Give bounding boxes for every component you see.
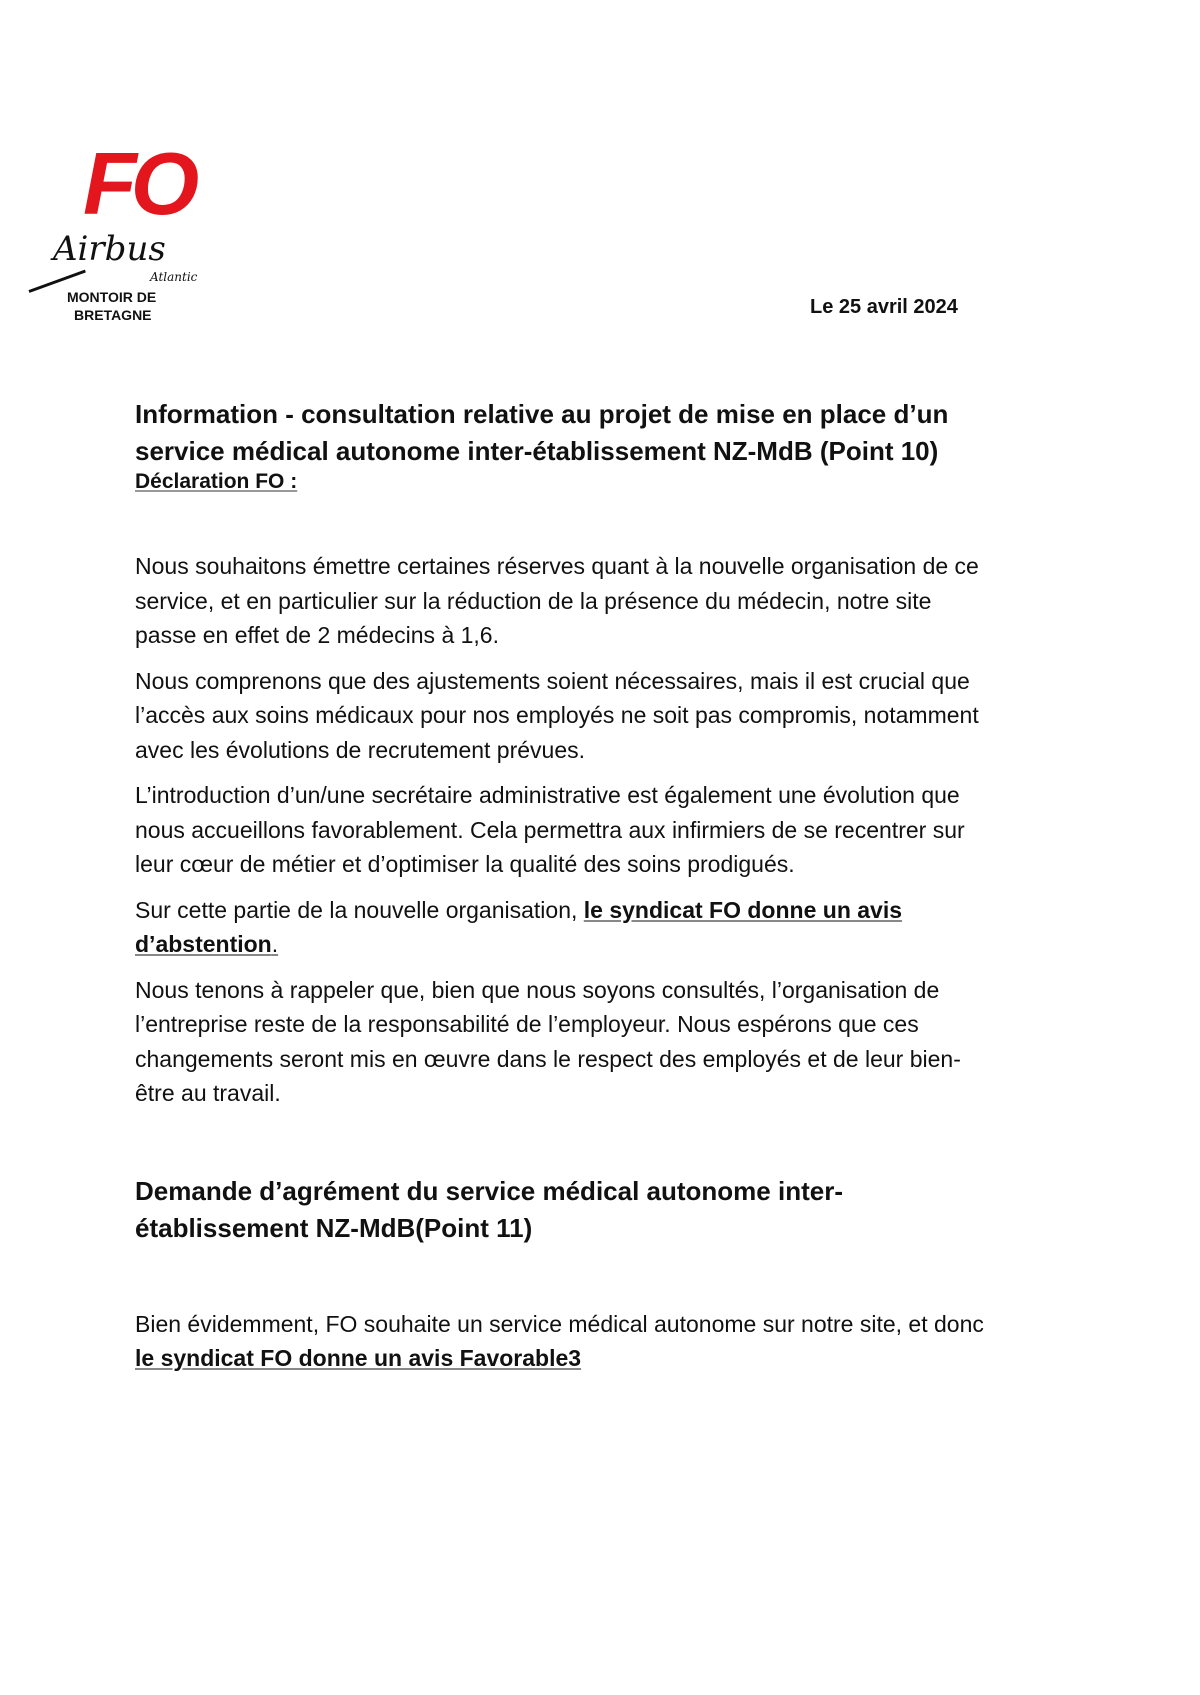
logo-atlantic: Atlantic bbox=[150, 270, 198, 284]
logo-location-line2: BRETAGNE bbox=[74, 307, 152, 323]
opinion-paragraph bbox=[135, 893, 995, 962]
logo-location-line1: MONTOIR DE bbox=[67, 289, 157, 305]
logo-airbus: Airbus bbox=[53, 229, 166, 269]
opinion-abstention: le syndicat FO donne un avis d’abstention bbox=[135, 896, 903, 957]
paragraph: Nous comprenons que des ajustements soient nécessaires, mais il est crucial que l’accès aux soins médicaux pour nos employés ne soit pas compromis, notamment avec les évolutions de recrutement prévues. bbox=[135, 667, 979, 763]
document-date: Le 25 avril 2024 bbox=[810, 296, 958, 318]
opinion-suffix: . bbox=[271, 931, 279, 957]
opinion-favorable: le syndicat FO donne un avis Favorable3 bbox=[135, 1345, 582, 1371]
section2-paragraph bbox=[135, 1307, 995, 1376]
section1-title: Information - consultation relative au projet de mise en place d’un service médical autonome inter-établissement NZ-MdB (Point 10) bbox=[135, 399, 949, 466]
paragraph: Nous souhaitons émettre certaines réserves quant à la nouvelle organisation de ce service, et en particulier sur la réduction de la présence du médecin, notre site passe en effet de 2 médecins à 1,6. bbox=[135, 553, 979, 648]
fo-airbus-logo bbox=[25, 134, 225, 330]
declaration-heading: Déclaration FO : bbox=[135, 470, 298, 493]
section2-title: Demande d’agrément du service médical autonome inter-établissement NZ-MdB(Point 11) bbox=[135, 1175, 843, 1243]
logo-fo: FO bbox=[83, 134, 194, 233]
section2-prefix: Bien évidemment, FO souhaite un service médical autonome sur notre site, et donc bbox=[135, 1310, 984, 1337]
paragraph: L’introduction d’un/une secrétaire administrative est également une évolution que nous accueillons favorablement. Cela permettra aux infirmiers de se recentrer sur leur cœur de métier et d’optimiser la qualité des soins prodigués. bbox=[135, 782, 965, 877]
opinion-prefix: Sur cette partie de la nouvelle organisation, bbox=[135, 896, 584, 923]
closing-paragraph: Nous tenons à rappeler que, bien que nous soyons consultés, l’organisation de l’entreprise reste de la responsabilité de l’employeur. Nous espérons que ces changements seront mis en œuvre dans le respect des employés et de leur bien-être au travail. bbox=[135, 976, 961, 1106]
document-body bbox=[135, 396, 995, 1387]
